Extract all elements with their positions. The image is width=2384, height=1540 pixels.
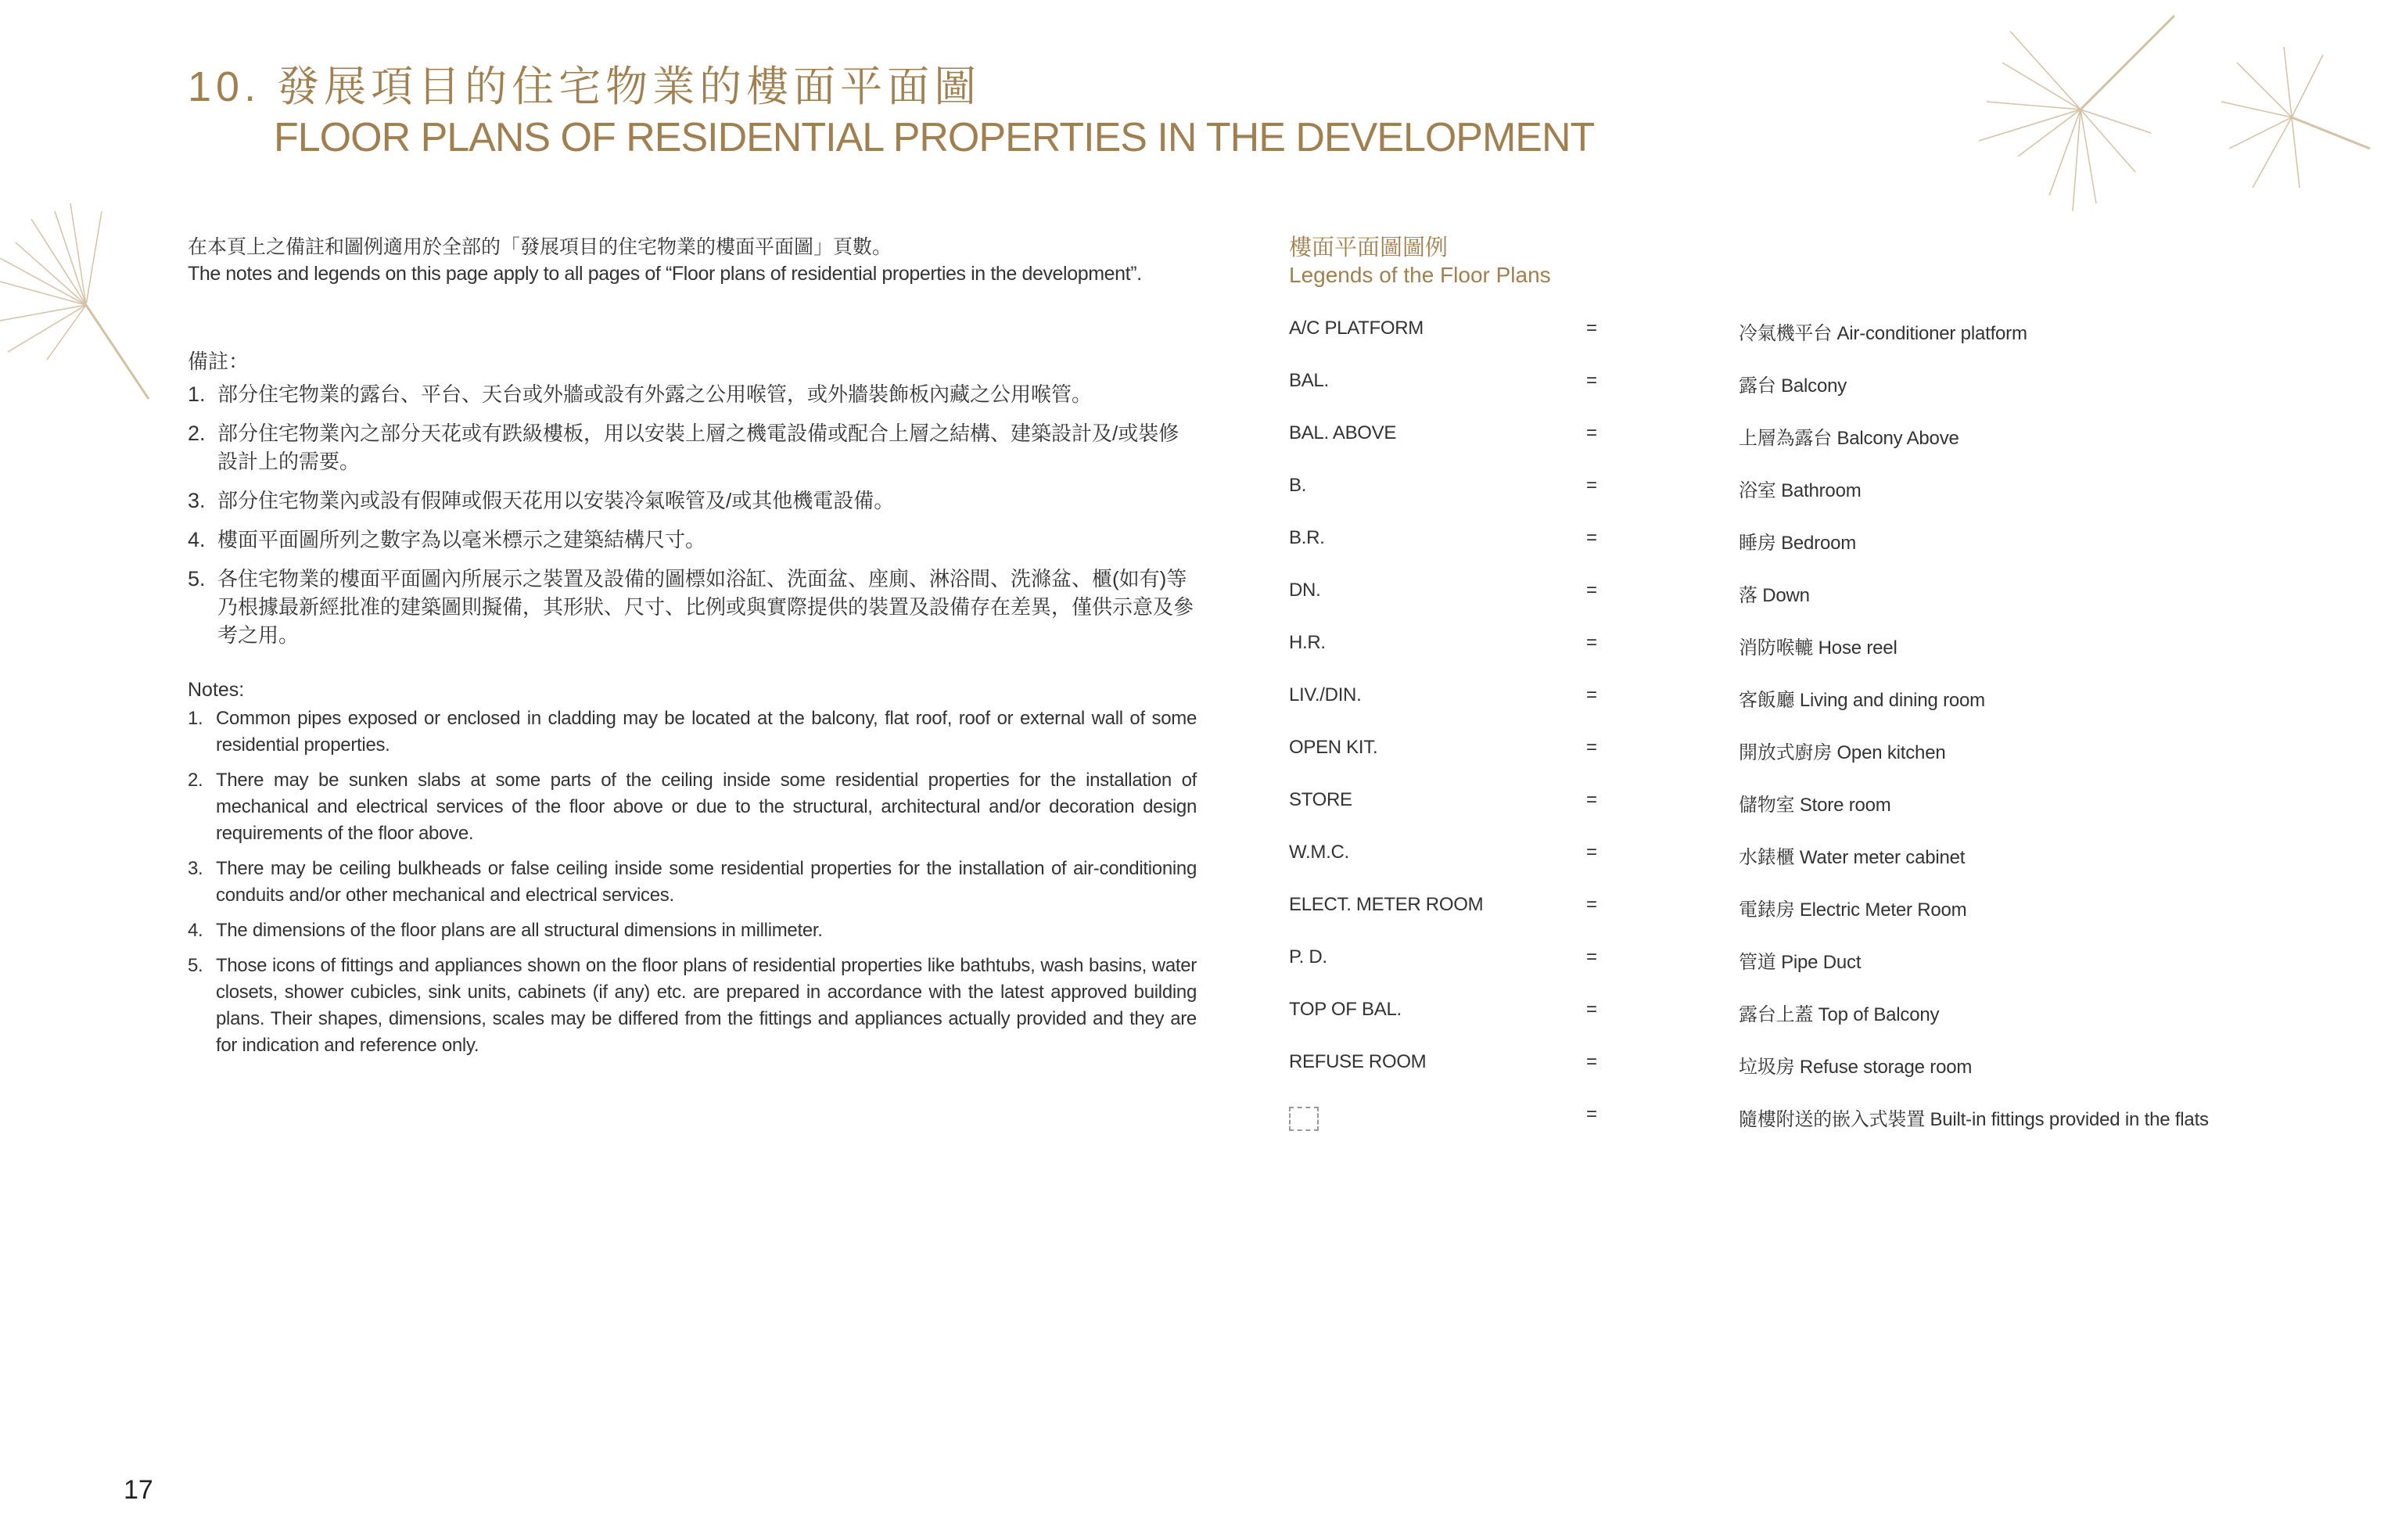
legend-abbr: STORE (1289, 789, 1352, 810)
list-item-number: 1. (188, 708, 203, 729)
legend-row (1289, 422, 2353, 454)
legend-row (1289, 475, 2353, 506)
list-item (188, 486, 1197, 515)
legend-equals: = (1586, 318, 1598, 339)
legend-row (1289, 632, 2353, 663)
list-item-text: There may be sunken slabs at some parts of the ceiling inside some residential properties for the installation of mechanical and electrical services of the floor above or due to the structural, architectural and/or decoration design requirements of the floor above. (216, 770, 1197, 844)
legend-equals: = (1586, 632, 1598, 653)
legend-abbr: P. D. (1289, 946, 1327, 967)
legend-abbr: DN. (1289, 580, 1321, 601)
list-item-text: 樓面平面圖所列之數字為以毫米標示之建築結構尺寸。 (217, 528, 706, 551)
legend-row (1289, 527, 2353, 558)
list-item-number: 4. (188, 920, 203, 941)
page-title-en: FLOOR PLANS OF RESIDENTIAL PROPERTIES IN THE DEVELOPMENT (274, 115, 1595, 160)
legend-equals: = (1586, 789, 1598, 810)
list-item (188, 767, 1197, 847)
list-item-number: 1. (188, 382, 206, 406)
legend-description: 上層為露台 Balcony Above (1739, 428, 1959, 449)
legend-equals: = (1586, 527, 1598, 548)
list-item (188, 526, 1197, 554)
legend-equals: = (1586, 684, 1598, 705)
legend-abbr: TOP OF BAL. (1289, 999, 1402, 1020)
legend-description: 垃圾房 Refuse storage room (1739, 1057, 1973, 1078)
page-number: 17 (124, 1475, 153, 1505)
legend-row (1289, 999, 2353, 1030)
legend-row (1289, 946, 2353, 978)
remarks-heading-zh: 備註： (188, 350, 250, 373)
legend-abbr: REFUSE ROOM (1289, 1051, 1427, 1072)
legend-equals: = (1586, 894, 1598, 915)
legend-heading-en: Legends of the Floor Plans (1289, 263, 1551, 287)
intro-text-en: The notes and legends on this page apply to all pages of “Floor plans of residential properties in the development”. (188, 263, 1142, 285)
legend-description: 儲物室 Store room (1739, 795, 1891, 816)
list-item-number: 3. (188, 489, 206, 512)
legend-abbr: H.R. (1289, 632, 1326, 653)
list-item (188, 419, 1197, 476)
notes-heading-en: Notes: (188, 679, 245, 701)
legend-abbr: OPEN KIT. (1289, 737, 1378, 758)
dashed-box-icon (1289, 1107, 1319, 1131)
list-item-text: Those icons of fittings and appliances shown on the floor plans of residential properties like bathtubs, wash basins, water closets, shower cubicles, sink units, cabinets (if any) etc. are prepared in accordance with the latest approved building plans. Their shapes, dimensions, scales may be differed from the fittings and appliances actually provided and they are for indication and reference only. (216, 955, 1197, 1056)
legend-description: 冷氣機平台 Air-conditioner platform (1739, 323, 2027, 344)
legend-row (1289, 1104, 2353, 1135)
legend-description: 隨樓附送的嵌入式裝置 Built-in fittings provided in the flats (1739, 1109, 2209, 1130)
legend-description: 開放式廚房 Open kitchen (1739, 742, 1946, 763)
legend-equals: = (1586, 737, 1598, 758)
list-item (188, 705, 1197, 759)
legend-row (1289, 842, 2353, 873)
legend-abbr: ELECT. METER ROOM (1289, 894, 1484, 915)
legend-equals: = (1586, 1051, 1598, 1072)
list-item-text: 部分住宅物業內之部分天花或有跌級樓板，用以安裝上層之機電設備或配合上層之結構、建築設計及/或裝修設計上的需要。 (217, 422, 1179, 473)
page-title-zh: 10. 發展項目的住宅物業的樓面平面圖 (188, 63, 982, 110)
list-item (188, 917, 1197, 944)
legend-abbr: W.M.C. (1289, 842, 1349, 863)
legend-equals: = (1586, 475, 1598, 496)
legend-row (1289, 737, 2353, 768)
legend-description: 睡房 Bedroom (1739, 533, 1857, 554)
legend-abbr: BAL. ABOVE (1289, 422, 1397, 443)
list-item-number: 2. (188, 422, 206, 445)
legend-abbr: A/C PLATFORM (1289, 318, 1424, 339)
legend-description: 水錶櫃 Water meter cabinet (1739, 847, 1966, 868)
intro-text-zh: 在本頁上之備註和圖例適用於全部的「發展項目的住宅物業的樓面平面圖」頁數。 (188, 236, 892, 258)
legend-description: 浴室 Bathroom (1739, 480, 1862, 501)
legend-abbr: B.R. (1289, 527, 1325, 548)
list-item-text: Common pipes exposed or enclosed in cladding may be located at the balcony, flat roof, roof or external wall of some residential properties. (216, 708, 1197, 756)
legend-description: 落 Down (1739, 585, 1810, 606)
legend-description: 客飯廳 Living and dining room (1739, 690, 1985, 711)
legend-row (1289, 684, 2353, 716)
legend-row (1289, 789, 2353, 820)
list-item-text: 各住宅物業的樓面平面圖內所展示之裝置及設備的圖標如浴缸、洗面盆、座廁、淋浴間、洗滌盆、櫃(如有)等乃根據最新經批准的建築圖則擬備，其形狀、尺寸、比例或與實際提供的裝置及設備存在差異，僅供示意及參考之用。 (217, 567, 1194, 647)
dandelion-seed-icon (2206, 31, 2378, 203)
remarks-list-zh (188, 380, 1197, 660)
legend-row (1289, 370, 2353, 401)
legend-row (1289, 580, 2353, 611)
legend-description: 電錶房 Electric Meter Room (1739, 899, 1967, 921)
dandelion-seed-icon (0, 196, 172, 415)
list-item-text: There may be ceiling bulkheads or false ceiling inside some residential properties for the installation of air-conditioning conduits and/or other mechanical and electrical services. (216, 858, 1197, 906)
notes-list-en (188, 705, 1197, 1068)
list-item-number: 2. (188, 770, 203, 791)
legend-row (1289, 318, 2353, 349)
legend-abbr: B. (1289, 475, 1307, 496)
legend-description: 露台上蓋 Top of Balcony (1739, 1004, 1940, 1025)
list-item-text: 部分住宅物業的露台、平台、天台或外牆或設有外露之公用喉管，或外牆裝飾板內藏之公用喉管。 (217, 382, 1093, 406)
legend-equals: = (1586, 1104, 1598, 1125)
legend-abbr: BAL. (1289, 370, 1329, 391)
dandelion-seed-icon (1955, 0, 2206, 219)
list-item-number: 4. (188, 528, 206, 551)
list-item (188, 953, 1197, 1059)
legend-equals: = (1586, 370, 1598, 391)
legend-description: 管道 Pipe Duct (1739, 952, 1862, 973)
list-item-number: 3. (188, 858, 203, 879)
legend-row (1289, 1051, 2353, 1082)
list-item (188, 380, 1197, 408)
list-item-text: The dimensions of the floor plans are all structural dimensions in millimeter. (216, 920, 823, 941)
legend-equals: = (1586, 422, 1598, 443)
legend-description: 露台 Balcony (1739, 375, 1847, 397)
legend-equals: = (1586, 842, 1598, 863)
legend-abbr: LIV./DIN. (1289, 684, 1362, 705)
list-item-number: 5. (188, 567, 206, 591)
legend-equals: = (1586, 999, 1598, 1020)
legend-equals: = (1586, 946, 1598, 967)
legend-heading-zh: 樓面平面圖圖例 (1289, 235, 1449, 260)
list-item-text: 部分住宅物業內或設有假陣或假天花用以安裝冷氣喉管及/或其他機電設備。 (217, 489, 895, 512)
list-item (188, 565, 1197, 649)
list-item-number: 5. (188, 955, 203, 976)
list-item (188, 856, 1197, 909)
legend-equals: = (1586, 580, 1598, 601)
legend-abbr (1289, 1104, 1319, 1136)
legend-row (1289, 894, 2353, 925)
legend-description: 消防喉轆 Hose reel (1739, 637, 1898, 659)
